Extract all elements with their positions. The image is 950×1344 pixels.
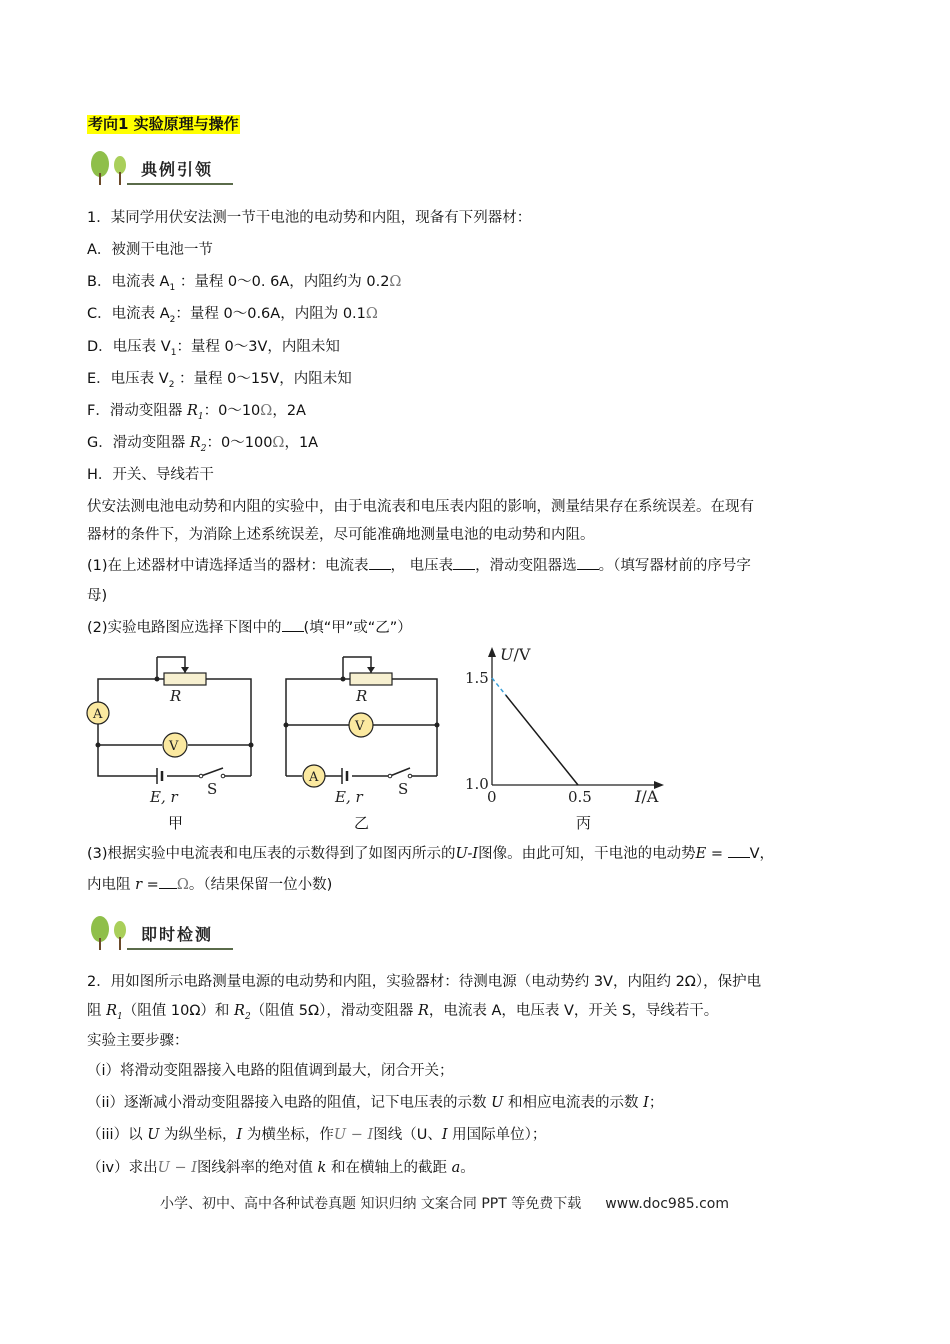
caption-bing: 丙	[576, 814, 592, 832]
banner-rule	[127, 183, 233, 185]
footer-text: 小学、初中、高中各种试卷真题 知识归纳 文案合同 PPT 等免费下载	[160, 1196, 582, 1212]
graph-extrapolation-line	[492, 678, 506, 695]
q1-intro: 1．某同学用伏安法测一节干电池的电动势和内阻，现备有下列器材：	[87, 210, 532, 226]
q1-sub1: (1)在上述器材中请选择适当的器材：电流表 ， 电压表 ，滑动变阻器选 。（填写器材前的序号字	[87, 555, 751, 576]
q1-sub3: (3)根据实验中电流表和电压表的示数得到了如图丙所示的U-I图像。由此可知，干电池的电动势E = V，	[87, 843, 774, 864]
banner-rule	[127, 948, 233, 950]
caption-yi: 乙	[354, 814, 370, 832]
check-banner	[87, 912, 235, 952]
q2-step4: （iv）求出U − I图线斜率的绝对值 k 和在横轴上的截距 a。	[87, 1160, 475, 1176]
label-er-yi: E, r	[335, 788, 363, 806]
q1-item-a	[87, 240, 213, 260]
label-v-jia: V	[169, 739, 179, 754]
q1-item-b: B．电流表 $A_1$ ：量程 0～0. 6A，内阻约为 0.2Ω	[87, 274, 402, 293]
circuit-figures	[80, 645, 680, 835]
q2-line2: 阻 $R_1$（阻值 10Ω）和 $R_2$（阻值 5Ω），滑动变阻器 R，电流表 A，电压表 V，开关 S，导线若干。	[87, 1003, 719, 1022]
label-a-yi: A	[309, 770, 319, 785]
q1-para2: 器材的条件下，为消除上述系统误差，尽可能准确地测量电池的电动势和内阻。	[87, 527, 595, 543]
answer-blank	[577, 555, 599, 570]
page-footer	[160, 1193, 729, 1213]
rheostat-yi	[350, 673, 392, 685]
banner-title: 即时检测	[141, 925, 214, 944]
q1-para1: 伏安法测电池电动势和内阻的实验中，由于电流表和电压表内阻的影响，测量结果存在系统误差。在现有	[87, 499, 754, 515]
rheostat-jia	[164, 673, 206, 685]
q2-step3: （iii）以 U 为纵坐标，I 为横坐标，作U − I图线（U、I 用国际单位）；	[87, 1127, 547, 1143]
graph-data-line	[506, 695, 578, 785]
label-a-jia: A	[93, 707, 103, 722]
q1-item-c: C．电流表 $A_2$：量程 0～0.6A，内阻为 0.1Ω	[87, 306, 378, 325]
label-v-yi: V	[355, 719, 365, 734]
q1-item-h: H．开关、导线若干	[87, 467, 214, 483]
banner-title: 典例引领	[141, 160, 214, 179]
label-s-jia: S	[207, 780, 218, 798]
answer-blank	[369, 555, 391, 570]
answer-blank	[453, 555, 475, 570]
example-banner	[87, 147, 235, 187]
ui-graph	[465, 645, 664, 806]
q2-step2: （ii）逐渐减小滑动变阻器接入电路的阻值，记下电压表的示数 U 和相应电流表的示数 I；	[87, 1095, 664, 1111]
label-er-jia: E, r	[150, 788, 178, 806]
q2-step1: （i）将滑动变阻器接入电路的阻值调到最大，闭合开关；	[87, 1063, 454, 1079]
tick-1-5: 1.5	[465, 669, 489, 687]
tree-icon	[87, 912, 135, 952]
label-s-yi: S	[398, 780, 409, 798]
graph-y-label: U/V	[500, 645, 531, 664]
q1-item-e: E．电压表 $V_2$ ：量程 0～15V，内阻未知	[87, 371, 352, 390]
tick-1-0: 1.0	[465, 775, 489, 793]
q2-steps-title: 实验主要步骤：	[87, 1033, 189, 1049]
q1-sub2: (2)实验电路图应选择下图中的 (填“甲”或“乙”）	[87, 617, 412, 638]
q1-item-f: F．滑动变阻器 $R_1$：0～10Ω，2A	[87, 403, 306, 422]
graph-x-label: I/A	[635, 787, 659, 806]
q1-sub3-cont: 内电阻 r = Ω。（结果保留一位小数)	[87, 874, 332, 895]
item-letter: A．	[87, 242, 112, 258]
label-r-jia: R	[170, 687, 182, 705]
caption-jia: 甲	[168, 814, 184, 832]
q1-sub1-cont: 母)	[87, 588, 108, 604]
q1-item-g: G．滑动变阻器 $R_2$：0～100Ω，1A	[87, 435, 319, 454]
footer-link[interactable]: www.doc985.com	[605, 1196, 729, 1212]
tree-icon	[87, 147, 135, 187]
tick-0-5: 0.5	[568, 788, 592, 806]
answer-blank	[159, 874, 177, 889]
answer-blank	[282, 617, 304, 632]
q1-item-d: D．电压表 $V_1$：量程 0～3V，内阻未知	[87, 339, 340, 358]
label-r-yi: R	[356, 687, 368, 705]
answer-blank	[728, 843, 750, 858]
item-text: 被测干电池一节	[111, 242, 213, 258]
q2-line1: 2．用如图所示电路测量电源的电动势和内阻，实验器材：待测电源（电动势约 3V，内阻约 2Ω），保护电	[87, 974, 762, 990]
tick-0: 0	[487, 788, 497, 806]
section-heading: 考向1 实验原理与操作	[88, 115, 239, 133]
